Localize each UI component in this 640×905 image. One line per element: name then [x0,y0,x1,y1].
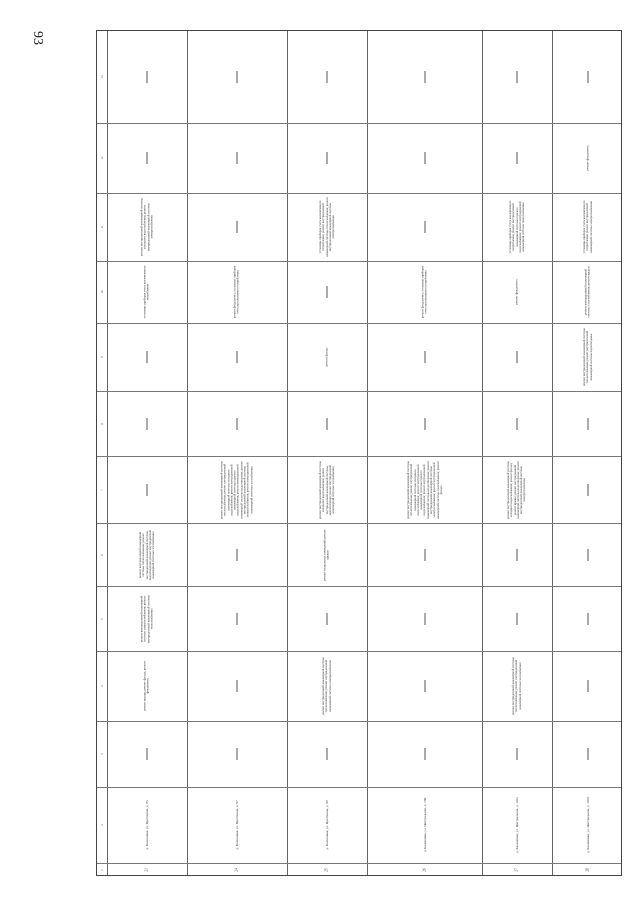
empty-dash [424,221,425,233]
empty-dash [587,680,588,692]
empty-dash [147,351,148,363]
empty-dash [327,71,328,83]
work-cell [482,456,552,523]
work-text: ремонт внутридомовой инженерной системы теплоснабжения; ремонт внутридомовой инженерной системы холодного водоснабжения; ремонт внутридомовой инженерной системы горячего водоснабжения; ремонт внутридомовой инженерной системы водоотведения; ремонт внутридомовой инженерной системы электроснабжения; ремонт внутридомовой инженерной системы газоснабжения; ремонт фасада [405,460,443,519]
work-text: ремонт фундамента; установка приборов учета коллективного потребления [232,265,240,319]
work-text: ремонт внутридомовой инженерной системы холодного водоснабжения; ремонт внутридомовой инженерной системы электроснабжения [139,198,154,256]
header-cell [97,123,107,193]
empty-dash [237,549,238,561]
header-cell [97,586,107,651]
work-cell [552,123,623,193]
work-cell [187,523,287,586]
work-cell [187,391,287,456]
empty-dash [327,748,328,760]
empty-dash [237,613,238,625]
work-text: ремонт внутридомовой инженерной системы холодного водоснабжения; ремонт внутридомовой инженерной системы водоотведения; ремонт внутридомовой инженерной системы газоснабжения [317,460,335,519]
empty-dash [147,484,148,496]
header-cell [97,261,107,323]
empty-dash [517,748,518,760]
work-cell [482,721,552,787]
empty-dash [517,613,518,625]
work-cell [482,193,552,261]
work-cell [287,456,367,523]
empty-dash [327,613,328,625]
work-text: ремонт внутридомовой инженерной системы электроснабжения; ремонт внутридомовой инженерной системы теплоснабжения [139,594,154,643]
work-cell [287,721,367,787]
work-cell [187,323,287,391]
work-cell [187,123,287,193]
empty-dash [147,152,148,164]
empty-dash [587,549,588,561]
work-cell [482,323,552,391]
work-cell [367,391,482,456]
work-cell [367,31,482,123]
header-number: 11 [100,225,104,229]
address-cell [367,787,482,863]
row-number: 23 [144,868,149,872]
header-cell [97,323,107,391]
work-cell [287,391,367,456]
row-number: 24 [234,868,239,872]
address-text: д. Калиновка, ул. Центральная, д. 101а [515,797,519,853]
work-text: ремонт фундамента [584,145,589,171]
work-cell [107,586,187,651]
empty-dash [587,71,588,83]
work-cell [552,391,623,456]
header-number: 8 [100,422,104,425]
address-text: д. Калиновка, ул. Цветочная, д. 97 [235,800,239,850]
empty-dash [517,418,518,430]
work-cell [107,721,187,787]
work-cell [107,193,187,261]
header-number: 12 [100,156,104,160]
work-cell [552,523,623,586]
work-cell [287,523,367,586]
work-text: ремонт внутридомовой инженерной системы теплоснабжения; ремонт внутридомовой инженерной системы водоотведения; ремонт внутридомовой инженерной системы газоснабжения [137,529,155,580]
work-cell [107,391,187,456]
empty-dash [237,418,238,430]
work-cell [367,651,482,721]
work-cell [367,586,482,651]
work-cell [107,456,187,523]
work-cell [552,721,623,787]
empty-dash [517,71,518,83]
work-cell [367,261,482,323]
empty-dash [587,484,588,496]
header-cell [97,787,107,863]
work-cell [187,261,287,323]
work-cell [187,31,287,123]
work-text: ремонт внутридомовой инженерной системы теплоснабжения; ремонт внутридомовой инженерной системы газоснабжения [511,657,522,715]
address-cell [187,787,287,863]
header-number: 2 [100,824,104,826]
work-cell [187,456,287,523]
row-number: 27 [514,868,519,872]
address-cell [552,787,623,863]
work-text: ремонт внутридомовой инженерной системы теплоснабжения; ремонт внутридомовой инженерной системы электроснабжения [321,657,332,715]
work-cell [552,193,623,261]
empty-dash [424,613,425,625]
empty-dash [237,351,238,363]
work-text: установка приборов учета коллективного потребления [142,265,150,319]
work-cell [367,323,482,391]
empty-dash [327,286,328,298]
work-cell [107,651,187,721]
empty-dash [587,418,588,430]
work-cell [552,323,623,391]
work-cell [287,193,367,261]
header-cell [97,863,107,877]
row-number-cell [187,863,287,877]
empty-dash [237,748,238,760]
work-cell [107,31,187,123]
header-cell [97,193,107,261]
work-cell [367,456,482,523]
header-number: 6 [100,553,104,556]
row-number-cell [107,863,187,877]
empty-dash [237,71,238,83]
empty-dash [237,152,238,164]
work-cell [552,31,623,123]
work-text: ремонт подвальных помещений; ремонт крыши [322,528,330,581]
work-cell [482,123,552,193]
work-cell [107,123,187,193]
row-number: 25 [324,868,329,872]
address-text: д. Калиновка, ул. Цветочная, д. 95 [145,800,149,850]
work-text: установка приборов учета коллективного потребления; ремонт внутридомовой инженерной системы электроснабжения [581,200,593,254]
work-cell [107,261,187,323]
work-cell [367,193,482,261]
header-cell [97,523,107,586]
header-number: 10 [100,290,104,294]
empty-dash [424,680,425,692]
address-cell [287,787,367,863]
header-number: 9 [100,356,104,358]
header-cell [97,721,107,787]
work-cell [187,721,287,787]
row-number: 26 [421,868,426,872]
work-cell [287,651,367,721]
header-number: 5 [100,617,104,620]
work-text: установка приборов учета коллективного потребления; ремонт внутридомовой инженерной системы горячего водоснабжения; ремонт внутридомовой инженерной системы теплоснабжения [507,200,525,254]
work-text: ремонт внутридомовой инженерной системы теплоснабжения; ремонт внутридомовой инженерной системы водоотведения [581,328,593,386]
work-cell [287,31,367,123]
row-number-cell [482,863,552,877]
empty-dash [327,418,328,430]
work-cell [107,523,187,586]
work-cell [187,193,287,261]
address-text: д. Калиновка, ул. Цветочная, д. 99 [325,800,329,850]
work-cell [367,523,482,586]
row-number-cell [287,863,367,877]
work-cell [482,586,552,651]
work-text: ремонт фундамента [514,279,519,305]
work-text: ремонт фундамента; установка приборов учета коллективного потребления [420,265,428,319]
work-text: ремонт внутридомовой инженерной системы теплоснабжения; ремонт внутридомовой инженерной системы холодного водоснабжения; ремонт внутридомовой инженерной системы горячего водоснабжения; ремонт внутридомовой инженерной системы водоотведения; ремонт внутридомовой инженерной системы электроснабжения; ремонт внутридомовой инженерной системы газоснабжения [219,460,254,519]
work-cell [552,651,623,721]
work-cell [482,31,552,123]
empty-dash [424,748,425,760]
work-cell [287,261,367,323]
page-number: 93 [30,31,45,45]
row-number-cell [552,863,623,877]
header-number: 7 [100,488,104,491]
work-cell [107,323,187,391]
empty-dash [424,418,425,430]
work-cell [367,721,482,787]
work-cell [367,123,482,193]
row-number-cell [367,863,482,877]
row-number: 28 [584,868,589,872]
work-cell [482,651,552,721]
empty-dash [424,152,425,164]
work-cell [552,586,623,651]
empty-dash [587,613,588,625]
work-cell [482,523,552,586]
work-text: ремонт фасада [324,347,329,367]
work-cell [287,323,367,391]
work-cell [187,586,287,651]
address-cell [482,787,552,863]
work-cell [552,261,623,323]
work-text: установка приборов учета коллективного потребления; ремонт внутридомовой инженерной системы теплоснабжения; ремонт внутридомовой инженерной системы электроснабжения [317,197,335,257]
work-cell [287,586,367,651]
address-text: д. Калиновка, ул. Центральная, д. 100 [422,797,427,853]
work-text: ремонт внутридомовой инженерной системы холодного водоснабжения; ремонт фасада; ремонт крыши; ремонт внутридомовой инженерной системы водоотведения; ремонт внутридомовой инженерной системы электроснабжения [506,460,527,519]
work-text: ремонт крыши; ремонт фасада; ремонт фундамента [142,661,150,711]
empty-dash [587,748,588,760]
empty-dash [237,221,238,233]
work-cell [482,391,552,456]
header-cell [97,31,107,123]
empty-dash [517,549,518,561]
header-cell [97,651,107,721]
empty-dash [327,152,328,164]
empty-dash [147,71,148,83]
empty-dash [424,549,425,561]
address-cell [107,787,187,863]
rotated-table [96,30,622,876]
empty-dash [424,351,425,363]
empty-dash [517,351,518,363]
header-number: 13 [100,75,104,79]
header-number: 1 [100,869,104,871]
empty-dash [424,71,425,83]
header-cell [97,391,107,456]
work-cell [482,261,552,323]
address-text: д. Калиновка, ул. Центральная, д. 101б [585,796,590,854]
work-text: ремонт внутридомовой инженерной системы газоснабжения; ремонт крыши [583,266,591,318]
empty-dash [147,418,148,430]
work-cell [552,456,623,523]
header-cell [97,456,107,523]
work-cell [287,123,367,193]
empty-dash [517,152,518,164]
empty-dash [237,680,238,692]
header-number: 3 [100,753,104,755]
header-number: 4 [100,685,104,687]
empty-dash [147,748,148,760]
work-cell [187,651,287,721]
